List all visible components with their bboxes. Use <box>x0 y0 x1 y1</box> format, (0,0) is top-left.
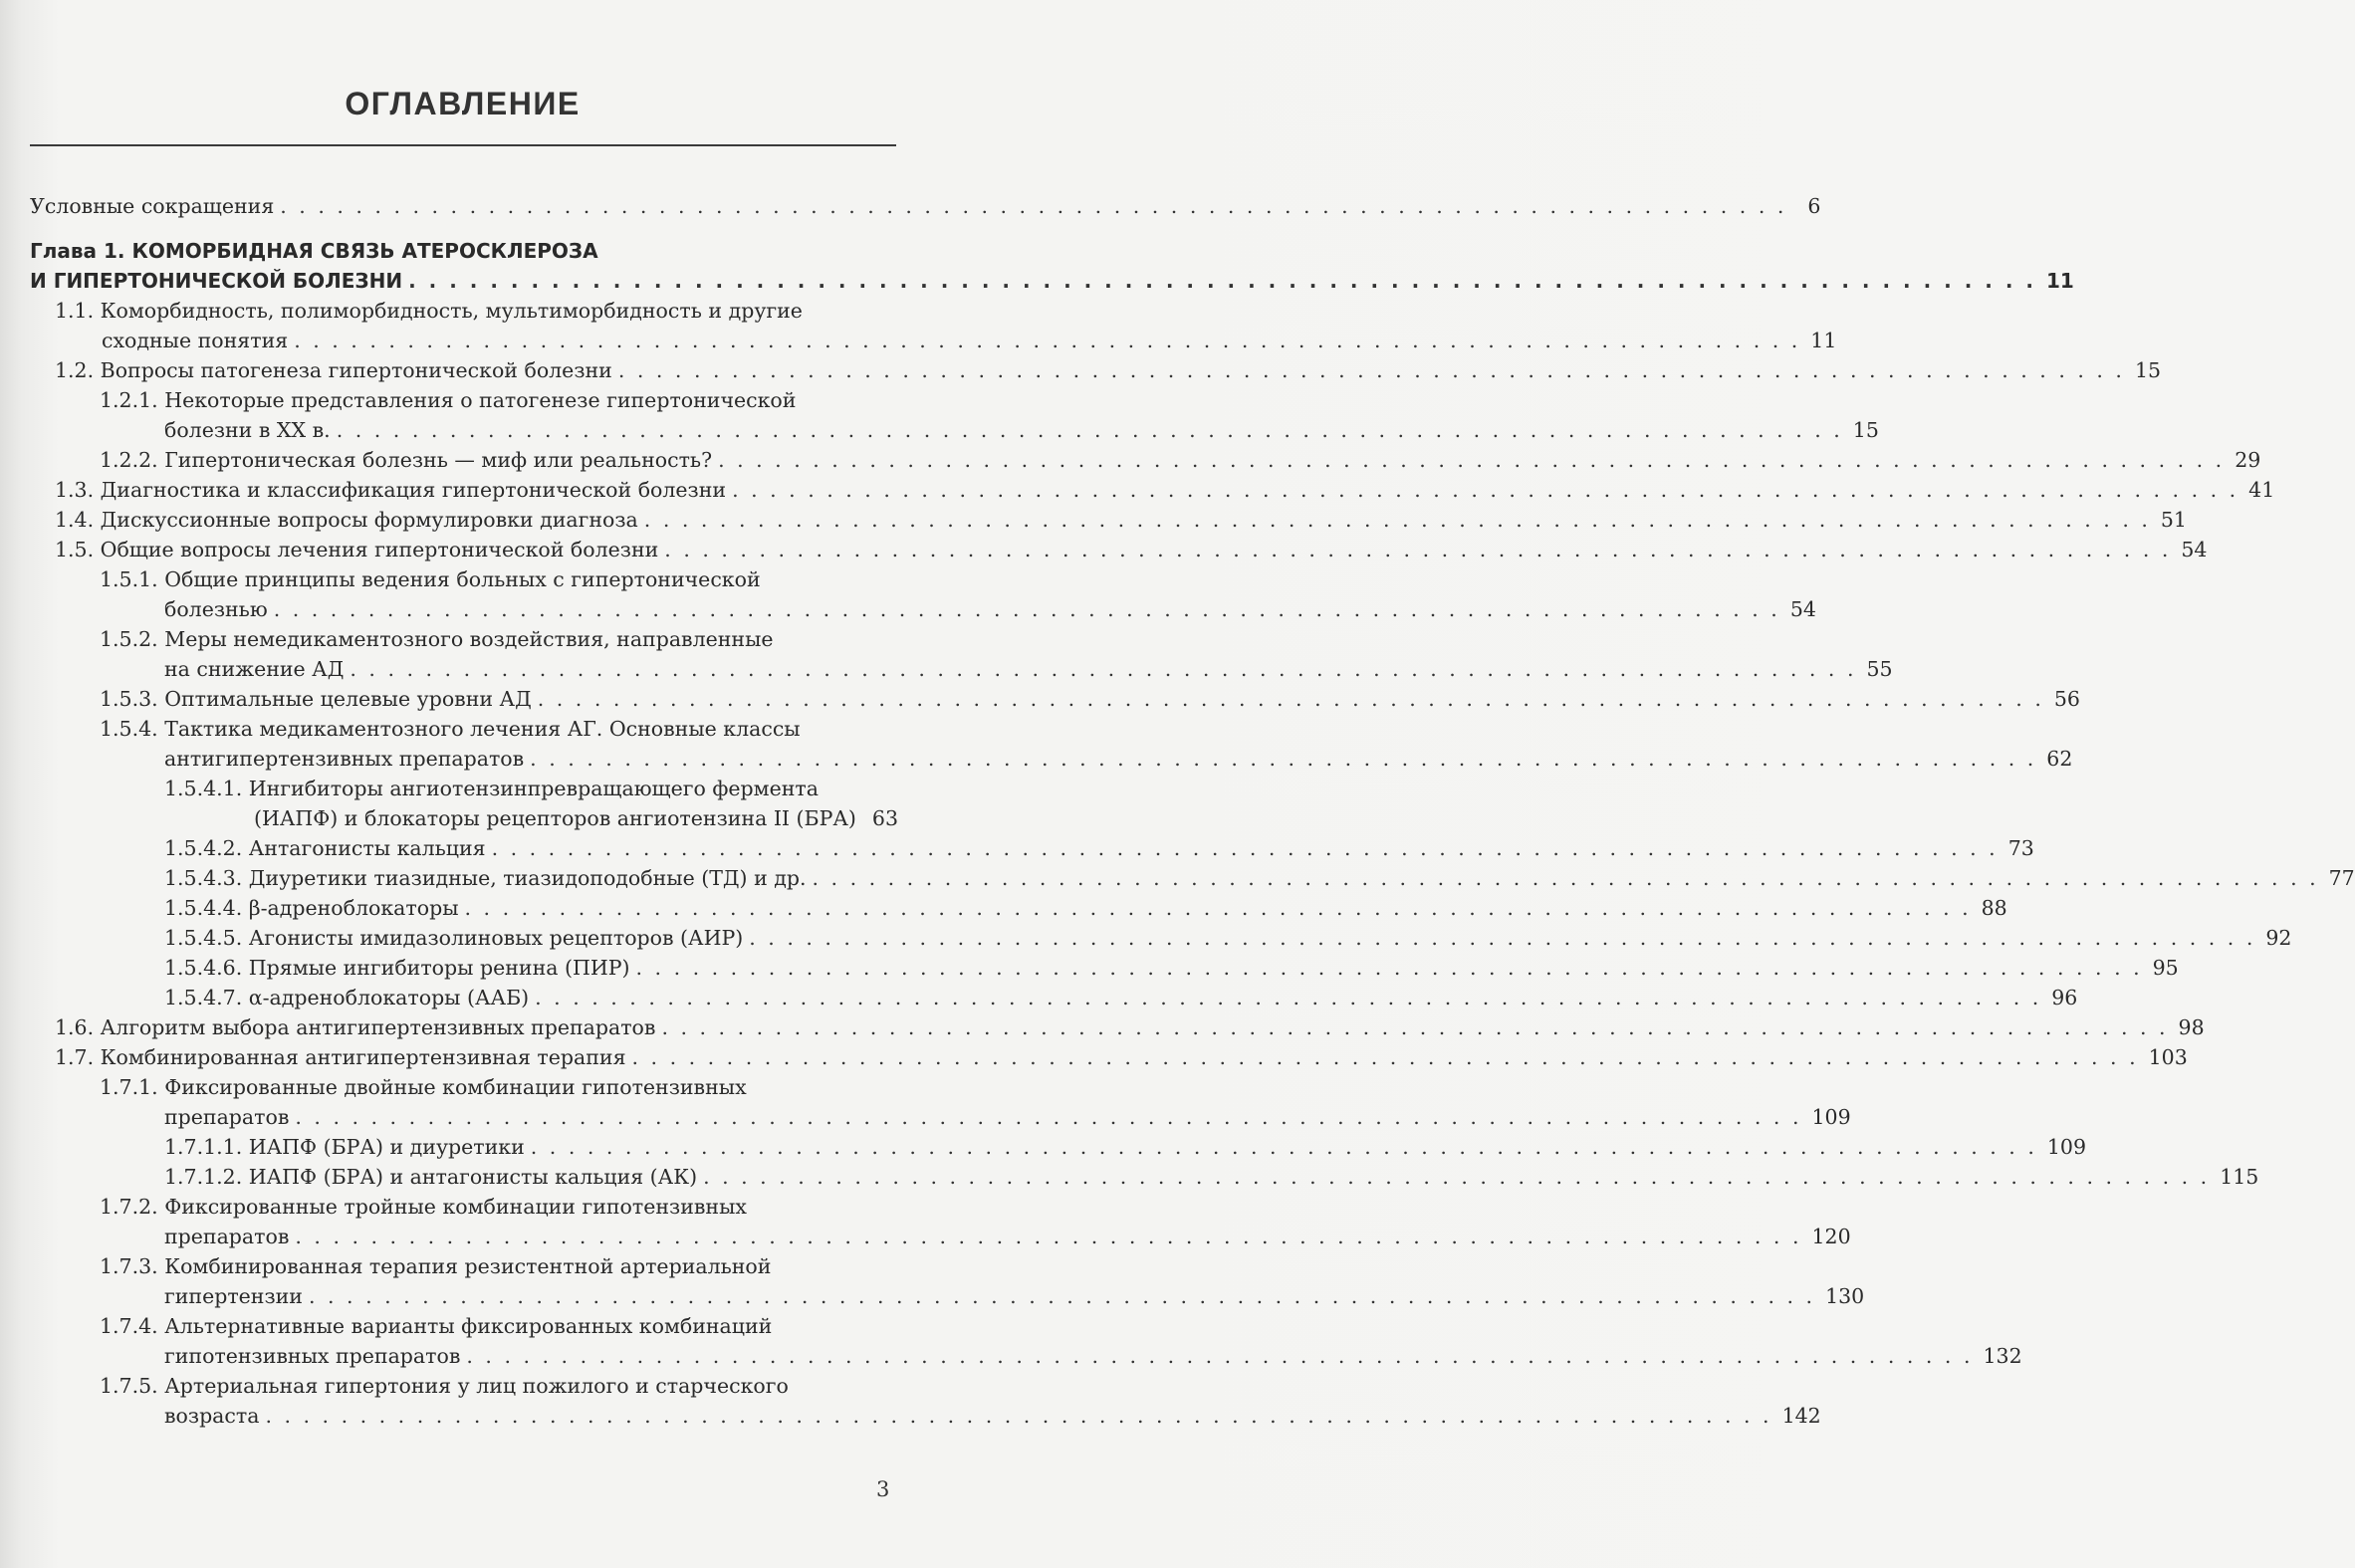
toc-entry-number: 1.5.4.7. <box>164 986 249 1009</box>
dot-leader: . . . . . . . . . . . . . . . . . . . . . . . . . . . . . . . . . . . . . . . . . . . . . . . . . . . . . . . . . . . . . . . . . . . . . . . . . . . . . . . . <box>295 1105 1802 1129</box>
toc-entry-line <box>0 1162 2259 1192</box>
dot-leader: . . . . . . . . . . . . . . . . . . . . . . . . . . . . . . . . . . . . . . . . . . . . . . . . . . . . . . . . . . . . . . . . . . . . . . . . . . . . . . . . <box>631 1045 2139 1069</box>
toc-entry-line <box>0 1132 2086 1162</box>
toc-entry-line <box>0 1311 955 1341</box>
toc-entry-title: препаратов <box>164 1105 290 1129</box>
toc-entry-title: 1.7.2. Фиксированные тройные комбинации гипотензивных <box>100 1195 747 1219</box>
toc-entry-title: (ИАПФ) и блокаторы рецепторов ангиотензина II (БРА) <box>254 806 856 830</box>
toc-page-number: 115 <box>2220 1165 2259 1189</box>
dot-leader: . . . . . . . . . . . . . . . . . . . . . . . . . . . . . . . . . . . . . . . . . . . . . . . . . . . . . . . . . . . . . . . . . . . . . . . . . . . . . . . . <box>464 896 1972 920</box>
toc-entry-title: И ГИПЕРТОНИЧЕСКОЙ БОЛЕЗНИ <box>30 269 403 293</box>
toc-page-number: 54 <box>1789 597 1816 621</box>
toc-entry-line <box>0 803 955 833</box>
toc-entry-number: 1.1. <box>55 299 101 323</box>
toc-page-number: 63 <box>871 806 899 830</box>
toc-page-number: 15 <box>2134 358 2162 382</box>
dot-leader: . . . . . . . . . . . . . . . . . . . . . . . . . . . . . . . . . . . . . . . . . . . . . . . . . . . . . . . . . . . . . . . . . . . . . . . . . . . . . . . . <box>265 1404 1772 1428</box>
toc-entry-title: гипертензии <box>164 1284 303 1308</box>
dot-leader: . . . . . . . . . . . . . . . . . . . . . . . . . . . . . . . . . . . . . . . . . . . . . . . . . . . . . . . . . . . . . . . . . . . . . . . . . . . . . . . . <box>530 747 2037 771</box>
toc-entry-title: 1.5.4.1. Ингибиторы ангиотензинпревращающего фермента <box>164 777 819 800</box>
toc-page-number: 56 <box>2053 687 2080 711</box>
toc-entry-number: 1.2. <box>55 358 101 382</box>
toc-page-number: 98 <box>2178 1015 2205 1039</box>
toc-page-number: 54 <box>2181 538 2208 561</box>
toc-entry-line <box>0 833 2034 863</box>
toc-entry-line <box>0 1102 1851 1132</box>
toc-entry-title: 1.7.4. Альтернативные варианты фиксированных комбинаций <box>100 1314 773 1338</box>
toc-entry-line <box>0 385 955 415</box>
dot-leader: . . . . . . . . . . . . . . . . . . . . . . . . . . . . . . . . . . . . . . . . . . . . . . . . . . . . . . . . . . . . . . . . . . . . . . . . . . . . . . . . <box>273 597 1780 621</box>
toc-entry-line <box>0 326 1837 355</box>
toc-entry-number: 1.5.4.5. <box>164 926 249 950</box>
toc-entry-title: антигипертензивных препаратов <box>164 747 525 771</box>
dot-leader: . . . . . . . . . . . . . . . . . . . . . . . . . . . . . . . . . . . . . . . . . . . . . . . . . . . . . . . . . . . . . . . . . . . . . . . . . . . . . . . . <box>308 1284 1816 1308</box>
toc-entry-title: 1.7.1. Фиксированные двойные комбинации гипотензивных <box>100 1075 747 1099</box>
toc-entry-line <box>0 1401 1821 1431</box>
toc-entry-number: 1.3. <box>55 478 101 502</box>
toc-entry-line <box>0 1222 1851 1251</box>
dot-leader: . . . . . . . . . . . . . . . . . . . . . . . . . . . . . . . . . . . . . . . . . . . . . . . . . . . . . . . . . . . . . . . . . . . . . . . . . . . . . . . . <box>812 866 2319 890</box>
toc-entry-line <box>0 863 2355 893</box>
toc-entry-line <box>0 714 955 744</box>
toc-entry-line <box>0 923 2292 953</box>
toc-entry-line <box>0 236 955 266</box>
dot-leader: . . . . . . . . . . . . . . . . . . . . . . . . . . . . . . . . . . . . . . . . . . . . . . . . . . . . . . . . . . . . . . . . . . . . . . . . . . . . . . . . <box>336 418 1843 442</box>
dot-leader: . . . . . . . . . . . . . . . . . . . . . . . . . . . . . . . . . . . . . . . . . . . . . . . . . . . . . . . . . . . . . . . . . . . . . . . . . . . . . . . . <box>280 194 1787 218</box>
toc-entry-line <box>0 355 2162 385</box>
page-number: 3 <box>876 1477 890 1501</box>
toc-entry-number: 1.7.3. <box>100 1254 165 1278</box>
dot-leader: . . . . . . . . . . . . . . . . . . . . . . . . . . . . . . . . . . . . . . . . . . . . . . . . . . . . . . . . . . . . . . . . . . . . . . . . . . . . . . . . <box>635 956 2143 980</box>
toc-page-number: 6 <box>1807 194 1821 218</box>
toc-entry-number: 1.7.2. <box>100 1195 165 1219</box>
toc-entry-line <box>0 1012 2205 1042</box>
dot-leader: . . . . . . . . . . . . . . . . . . . . . . . . . . . . . . . . . . . . . . . . . . . . . . . . . . . . . . . . . . . . . . . . . . . . . . . . . . . . . . . . <box>535 986 2042 1009</box>
dot-leader: . . . . . . . . . . . . . . . . . . . . . . . . . . . . . . . . . . . . . . . . . . . . . . . . . . . . . . . . . . . . . . . . . . . . . . . . . . . . . . . . <box>703 1165 2211 1189</box>
toc-entry-number: 1.5.4. <box>100 717 165 741</box>
toc-entry-title: 1.5.4.6. Прямые ингибиторы ренина (ПИР) <box>164 956 630 980</box>
toc-entry-number: 1.5.4.2. <box>164 836 249 860</box>
toc-entry-title: 1.5.4.2. Антагонисты кальция <box>164 836 486 860</box>
toc-page-number: 62 <box>2046 747 2073 771</box>
dot-leader: . . . . . . . . . . . . . . . . . . . . . . . . . . . . . . . . . . . . . . . . . . . . . . . . . . . . . . . . . . . . . . . . . . . . . . . . . . . . . . . . <box>466 1344 1974 1368</box>
toc-entry-line <box>0 505 2187 535</box>
toc-entry-title: 1.3. Диагностика и классификация гипертонической болезни <box>55 478 727 502</box>
toc-entry-number: 1.4. <box>55 508 101 532</box>
toc-page-number: 73 <box>2007 836 2034 860</box>
toc-page-number: 41 <box>2248 478 2275 502</box>
toc-page-number: 95 <box>2152 956 2179 980</box>
toc-entry-line <box>0 1251 955 1281</box>
toc-entry-number: 1.2.2. <box>100 448 165 472</box>
toc-entry-line <box>0 654 1893 684</box>
toc-entry-title: 1.5.4.7. α-адреноблокаторы (ААБ) <box>164 986 530 1009</box>
title-rule <box>30 144 896 146</box>
toc-page-number: 130 <box>1825 1284 1865 1308</box>
toc-entry-line <box>0 1281 1865 1311</box>
toc-page-number: 88 <box>1981 896 2007 920</box>
toc-entry-title: 1.5.2. Меры немедикаментозного воздействия, направленные <box>100 627 774 651</box>
toc-entry-title: Глава 1. КОМОРБИДНАЯ СВЯЗЬ АТЕРОСКЛЕРОЗА <box>30 239 598 263</box>
toc-page-number: 120 <box>1811 1225 1851 1248</box>
toc-page-number: 11 <box>1810 329 1837 352</box>
table-of-contents <box>0 191 2355 1431</box>
toc-entry-title: препаратов <box>164 1225 290 1248</box>
dot-leader: . . . . . . . . . . . . . . . . . . . . . . . . . . . . . . . . . . . . . . . . . . . . . . . . . . . . . . . . . . . . . . . . . . . . . . . . . . . . . . . . <box>664 538 2172 561</box>
dot-leader: . . . . . . . . . . . . . . . . . . . . . . . . . . . . . . . . . . . . . . . . . . . . . . . . . . . . . . . . . . . . . . . . . . . . . . . . . . . . . . . . <box>350 657 1857 681</box>
toc-entry-title: 1.5.1. Общие принципы ведения больных с гипертонической <box>100 567 761 591</box>
toc-entry-title: 1.5.4.5. Агонисты имидазолиновых рецепторов (АИР) <box>164 926 744 950</box>
toc-entry-title: Условные сокращения <box>30 194 275 218</box>
toc-entry-title: на снижение АД <box>164 657 345 681</box>
toc-entry-line <box>0 445 2261 475</box>
toc-entry-number: 1.5.3. <box>100 687 165 711</box>
toc-entry-number: 1.5. <box>55 538 101 561</box>
toc-entry-title: 1.7. Комбинированная антигипертензивная терапия <box>55 1045 626 1069</box>
toc-page-number: 29 <box>2235 448 2261 472</box>
toc-entry-title: 1.2.1. Некоторые представления о патогенезе гипертонической <box>100 388 797 412</box>
toc-entry-number: 1.5.2. <box>100 627 165 651</box>
toc-entry-title: возраста <box>164 1404 260 1428</box>
dot-leader: . . . . . . . . . . . . . . . . . . . . . . . . . . . . . . . . . . . . . . . . . . . . . . . . . . . . . . . . . . . . . . . . . . . . . . . . . . . . . . . . <box>749 926 2256 950</box>
toc-entry-title: 1.2. Вопросы патогенеза гипертонической болезни <box>55 358 612 382</box>
toc-entry-line <box>0 415 1879 445</box>
toc-entry-line <box>0 1371 955 1401</box>
toc-entry-line <box>0 1072 955 1102</box>
toc-entry-title: 1.4. Дискуссионные вопросы формулировки диагноза <box>55 508 638 532</box>
toc-entry-line <box>0 1341 2022 1371</box>
toc-entry-title: сходные понятия <box>102 329 289 352</box>
toc-entry-title: 1.7.3. Комбинированная терапия резистентной артериальной <box>100 1254 772 1278</box>
toc-page-number: 92 <box>2265 926 2292 950</box>
toc-page-number: 109 <box>1811 1105 1851 1129</box>
toc-entry-title: 1.2.2. Гипертоническая болезнь — миф или реальность? <box>100 448 713 472</box>
toc-entry-number: 1.5.1. <box>100 567 165 591</box>
toc-entry-number: 1.7.1.1. <box>164 1135 249 1159</box>
toc-entry-line <box>0 1192 955 1222</box>
dot-leader: . . . . . . . . . . . . . . . . . . . . . . . . . . . . . . . . . . . . . . . . . . . . . . . . . . . . . . . . . . . . . . . . . . . . . . . . . . . . . . . . <box>537 687 2044 711</box>
toc-page-number: 109 <box>2046 1135 2086 1159</box>
page-title: ОГЛАВЛЕНИЕ <box>345 86 581 121</box>
toc-entry-line <box>0 475 2275 505</box>
dot-leader: . . . . . . . . . . . . . . . . . . . . . . . . . . . . . . . . . . . . . . . . . . . . . . . . . . . . . . . . . . . . . . . . . . . . . . . . . . . . . . . . <box>295 1225 1802 1248</box>
toc-entry-line <box>0 266 2074 296</box>
toc-entry-number: 1.5.4.1. <box>164 777 249 800</box>
dot-leader: . . . . . . . . . . . . . . . . . . . . . . . . . . . . . . . . . . . . . . . . . . . . . . . . . . . . . . . . . . . . . . . . . . . . . . . . . . . . . . . . <box>491 836 1999 860</box>
toc-entry-number: 1.5.4.3. <box>164 866 249 890</box>
toc-entry-line <box>0 535 2208 564</box>
toc-entry-line <box>0 624 955 654</box>
toc-entry-number: 1.2.1. <box>100 388 165 412</box>
toc-entry-line <box>0 744 2073 774</box>
toc-entry-number: 1.5.4.6. <box>164 956 249 980</box>
toc-entry-title: 1.1. Коморбидность, полиморбидность, мультиморбидность и другие <box>55 299 803 323</box>
toc-entry-number: 1.7.1.2. <box>164 1165 249 1189</box>
toc-entry-title: болезнью <box>164 597 268 621</box>
toc-entry-line <box>0 893 2007 923</box>
toc-entry-number: 1.7. <box>55 1045 101 1069</box>
toc-entry-line <box>0 564 955 594</box>
toc-entry-number: 1.7.4. <box>100 1314 165 1338</box>
toc-entry-line <box>0 1042 2188 1072</box>
toc-entry-title: 1.7.1.2. ИАПФ (БРА) и антагонисты кальция (АК) <box>164 1165 698 1189</box>
toc-entry-title: 1.7.5. Артериальная гипертония у лиц пожилого и старческого <box>100 1374 789 1398</box>
toc-page-number: 55 <box>1866 657 1893 681</box>
dot-leader: . . . . . . . . . . . . . . . . . . . . . . . . . . . . . . . . . . . . . . . . . . . . . . . . . . . . . . . . . . . . . . . . . . . . . . . . . . . . . . . . <box>530 1135 2037 1159</box>
dot-leader: . . . . . . . . . . . . . . . . . . . . . . . . . . . . . . . . . . . . . . . . . . . . . . . . . . . . . . . . . . . . . . . . . . . . . . . . . . . . . . . . <box>718 448 2226 472</box>
toc-entry-line <box>0 684 2080 714</box>
toc-page-number: 51 <box>2160 508 2187 532</box>
toc-entry-line <box>0 953 2179 983</box>
toc-entry-title: гипотензивных препаратов <box>164 1344 461 1368</box>
toc-entry-title: 1.7.1.1. ИАПФ (БРА) и диуретики <box>164 1135 525 1159</box>
toc-entry-title: 1.5.3. Оптимальные целевые уровни АД <box>100 687 532 711</box>
toc-entry-line <box>0 296 955 326</box>
dot-leader: . . . . . . . . . . . . . . . . . . . . . . . . . . . . . . . . . . . . . . . . . . . . . . . . . . . . . . . . . . . . . . . . . . . . . . . . . . . . . . . . <box>294 329 1801 352</box>
dot-leader: . . . . . . . . . . . . . . . . . . . . . . . . . . . . . . . . . . . . . . . . . . . . . . . . . . . . . . . . . . . . . . . . . . . . . . . . . . . . . . . . <box>661 1015 2169 1039</box>
dot-leader: . . . . . . . . . . . . . . . . . . . . . . . . . . . . . . . . . . . . . . . . . . . . . . . . . . . . . . . . . . . . . . . . . . . . . . . . . . . . . . . . <box>643 508 2151 532</box>
toc-entry-line <box>0 191 1821 221</box>
dot-leader: . . . . . . . . . . . . . . . . . . . . . . . . . . . . . . . . . . . . . . . . . . . . . . . . . . . . . . . . . . . . . . . . . . . . . . . . . . . . . . . . <box>732 478 2239 502</box>
toc-entry-line <box>0 983 2078 1012</box>
toc-page-number: 11 <box>2046 269 2074 293</box>
dot-leader: . . . . . . . . . . . . . . . . . . . . . . . . . . . . . . . . . . . . . . . . . . . . . . . . . . . . . . . . . . . . . . . . . . . . . . . . . . . . . . . . <box>408 269 2037 293</box>
toc-page-number: 77 <box>2328 866 2355 890</box>
toc-entry-line <box>0 774 955 803</box>
toc-entry-number: 1.7.5. <box>100 1374 165 1398</box>
toc-entry-title: 1.5.4.4. β-адреноблокаторы <box>164 896 459 920</box>
toc-entry-title: 1.5.4. Тактика медикаментозного лечения АГ. Основные классы <box>100 717 801 741</box>
toc-page-number: 142 <box>1781 1404 1821 1428</box>
toc-entry-number: 1.5.4.4. <box>164 896 249 920</box>
toc-entry-line <box>0 594 1816 624</box>
toc-page-number: 15 <box>1852 418 1879 442</box>
toc-entry-title: 1.6. Алгоритм выбора антигипертензивных препаратов <box>55 1015 656 1039</box>
toc-entry-title: 1.5. Общие вопросы лечения гипертонической болезни <box>55 538 659 561</box>
toc-entry-title: болезни в XX в. <box>164 418 331 442</box>
toc-page-number: 103 <box>2148 1045 2188 1069</box>
toc-entry-title: 1.5.4.3. Диуретики тиазидные, тиазидоподобные (ТД) и др. <box>164 866 807 890</box>
toc-entry-number: 1.6. <box>55 1015 101 1039</box>
dot-leader: . . . . . . . . . . . . . . . . . . . . . . . . . . . . . . . . . . . . . . . . . . . . . . . . . . . . . . . . . . . . . . . . . . . . . . . . . . . . . . . . <box>617 358 2125 382</box>
toc-page-number: 96 <box>2051 986 2078 1009</box>
toc-entry-number: 1.7.1. <box>100 1075 165 1099</box>
toc-page-number: 132 <box>1983 1344 2022 1368</box>
